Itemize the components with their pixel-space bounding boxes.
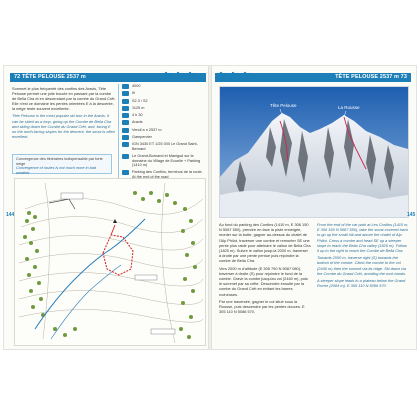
warning-french: Convergence des itinéraires indispensable par forte neige	[16, 157, 103, 166]
paragraph: Par une traversée, gagner le col situé sous la Rousse, puis descendre par les pentes douces. E 305 110 N 5086 570.	[219, 298, 305, 315]
info-elevation-gain: 1125 m	[122, 106, 206, 111]
skier-icon: ⛷	[219, 73, 227, 79]
clock-icon	[122, 113, 129, 118]
snowy-ridge-photo	[220, 87, 408, 217]
info-parking: Parking des Confins, terminus de la route.	[122, 170, 206, 179]
ski-grade-icon	[122, 99, 129, 104]
intro-english: Tête Pelouse is the most popular ski tour in the Aravis. It can be skied as a loop, going up the Combe de Bella Cha and skiing down the Combe du Grand Crêt, and, facing E on the north-facing slopes for the descent, the snow is often excellent.	[12, 113, 115, 139]
grade-icon	[122, 91, 129, 96]
paragraph: Au fond du parking des Confins (1410 m, E 306 150 N 5087 550), prendre en face la piste enneigée, monter sur la butte, gagner au-dessus du chalet de l'Alp Philot, traverser une combe et remonter SE une pente plus raide pour atteindre le vallon de Bella Cha (1825 m). Suivre le vallon jusqu'à 2000 m, traverser à droite par une pente pentue puis rejoindre la combe de Bella Cha.	[219, 222, 311, 264]
info-altitude: 4000	[122, 84, 206, 89]
route-map	[14, 178, 206, 346]
right-page-header: TÊTE PELOUSE 2537 m 73	[215, 73, 411, 82]
intro-text	[12, 86, 116, 141]
mountain-icon	[122, 120, 129, 125]
route-description-french	[219, 222, 311, 316]
car-icon	[122, 154, 129, 159]
peak-label-tete-pelouse: Tête Pelouse	[270, 103, 297, 108]
parking-icon	[122, 170, 129, 175]
open-guidebook	[4, 66, 416, 349]
info-summit: Vendi a n 2537 m	[122, 128, 206, 133]
skier-icon: ⛷	[231, 73, 239, 79]
skier-icon: ⛷	[164, 73, 172, 79]
right-page	[211, 66, 416, 349]
elevation-icon	[122, 106, 129, 111]
altitude-icon	[122, 84, 129, 89]
summit-icon	[122, 128, 129, 133]
info-grade: III	[122, 91, 206, 96]
topo-map-illustration	[15, 179, 205, 345]
warning-english: Convergence of routes is not much more in bad weather	[16, 166, 96, 175]
skier-icon: ⛷	[176, 73, 184, 79]
right-page-number: 145	[407, 212, 416, 218]
mountain-photo	[219, 86, 409, 218]
left-page-number: 144	[6, 212, 15, 218]
info-massif: Aravis	[122, 120, 206, 125]
info-ski-grade: S2.3 / S2	[122, 99, 206, 104]
paragraph: A steeper slope leads to a plateau below the Grand Roche (2084 m). E 305 110 N 5086 570.	[317, 278, 406, 289]
info-map: IGN 3430 ET 1/25 000 Le Grand Saint-Bernard	[122, 142, 206, 151]
left-page	[4, 66, 209, 349]
route-description-english	[317, 222, 409, 290]
warning-box	[12, 154, 112, 174]
paragraph: Towards 2000 m, traverse right (S) towards the bottom of the combe. Climb the combe to the col (2440 m) then the summit via its ridge. Ski down via the Combe du Grand Crêt, avoiding the rock bands.	[317, 255, 407, 276]
skier-icon: ⛷	[188, 73, 196, 79]
compass-icon	[122, 135, 129, 140]
paragraph: Vers 2000 m d'altitude (E 305 790 N 5087 080), traverser à droite (S) pour rejoindre le fond de la combe. Gravir la combe jusqu'au col (2440 m), puis le sommet par sa crête. Descendre ensuite par la combe du Grand Crêt en évitant les barres rocheuses.	[219, 265, 308, 297]
map-icon	[122, 142, 129, 147]
info-exposure: Gampervier	[122, 135, 206, 140]
intro-french: Sommet le plus fréquenté des confins des Aravis, Tête Pelouse permet une jolie boucle en passant par la combe de Bella Cha et en descendant par la combe du Grand Crêt. Elle n'est ce domaine les pentes orientées E à la descente, la neige reste souvent excellente.	[12, 86, 116, 112]
paragraph: From the end of the car park at Les Confins (1410 m, E 306 150 N 5087 550), take the snow-covered track to go up the small hill and above the chalet of Alp Philot. Cross a combe and head SE up a steeper slope to reach the Bella Cha valley (1825 m). Follow it up to the right to reach the Combe de Bella Cha.	[317, 222, 409, 254]
peak-label-la-rousse: La Rousse	[338, 105, 360, 110]
left-page-header: 72 TÊTE PELOUSE 2537 m	[10, 73, 206, 82]
info-duration: 4 h 30	[122, 113, 206, 118]
info-access: Le Grand-Bornand et Manigod sur le domaine du Village de Ecuelle + Parking (1410 m)	[122, 154, 206, 168]
skier-icon: ⛷	[243, 73, 251, 79]
